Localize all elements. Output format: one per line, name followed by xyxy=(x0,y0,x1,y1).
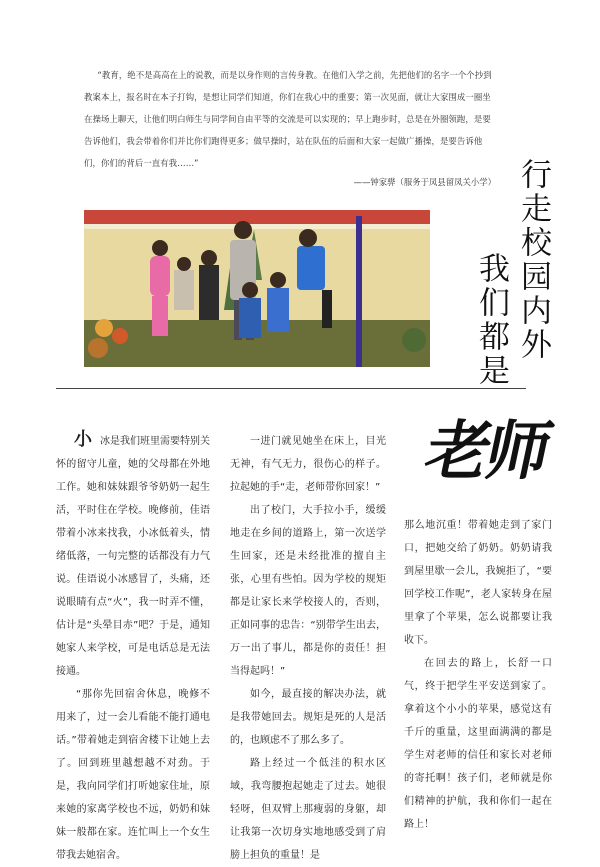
dropcap: 小 xyxy=(74,429,92,450)
paragraph xyxy=(56,430,210,683)
section-divider xyxy=(56,388,526,389)
paragraph: 在回去的路上，长舒一口气，终于把学生平安送到家了。拿着这个小小的苹果，感觉这有千斤的重量，这里面满满的都是学生对老师的信任和家长对老师的寄托啊！孩子们，老师就是你们精神的护航，我和你们一起在路上！ xyxy=(404,658,552,830)
paragraph: 出了校门，大手拉小手，缓缓地走在乡间的道路上，第一次送学生回家，还是未经批准的擅自主张，心里有些怕。因为学校的规矩都是让家长来学校接人的，否则，正如同事的忠告：“别带学生出去，万一出了事儿，都是你的责任！担当得起吗！” xyxy=(230,505,386,677)
paragraph: 一进门就见她坐在床上，目光无神，有气无力，很伤心的样子。拉起她的手“走，老师带你回家！” xyxy=(230,436,386,493)
quote-signature: ——钟家骅（服务于凤县留凤关小学） xyxy=(353,177,496,187)
quote-text: “教育，绝不是高高在上的说教，而是以身作则的言传身教。在他们入学之前，先把他们的名字一个个抄到教案本上，报名时在本子打钩，是想让同学们知道，你们在我心中的重要；第一次见面，就让大家围成一圈坐在操场上聊天，让他们明白师生与同学间自由平等的交流是可以实现的；早上跑步时，总是在外圈领跑，是要告诉他们，我会带着你们并比你们跑得更多；做早操时，站在队伍的后面和大家一起做广播操，是要告诉他们，你们的背后一直有我……” xyxy=(84,70,492,168)
article-column-2 xyxy=(230,430,386,867)
article-column-3 xyxy=(404,514,552,836)
title-line-1: 行走校园内外 xyxy=(515,158,551,362)
paragraph: 路上经过一个低洼的积水区域，我弯腰抱起她走了过去。她很轻呀，但双臂上那瘦弱的身躯，却让我第一次切身实地地感受到了肩膀上担负的重量！是 xyxy=(230,758,386,861)
article-column-1 xyxy=(56,430,210,867)
title-line-2: 我们都是 xyxy=(473,252,509,388)
group-photo xyxy=(84,210,430,367)
paragraph: 如今，最直接的解决办法，就是我带她回去。规矩是死的人是活的，也顾虑不了那么多了。 xyxy=(230,689,386,746)
calligraphy-title: 老师 xyxy=(418,414,555,489)
group-photo-illustration xyxy=(84,210,430,367)
paragraph: 那么地沉重！带着她走到了家门口，把她交给了奶奶。奶奶请我到屋里歇一会儿，我婉拒了，“要回学校工作呢”，老人家转身在屋里拿了个苹果，怎么说都要让我收下。 xyxy=(404,520,552,646)
paragraph: “那你先回宿舍休息，晚修不用来了，过一会儿看能不能打通电话。”带着她走到宿舍楼下让她上去了。回到班里越想越不对劲。于是，我向同学们打听她家住址，原来她的家离学校也不远，奶奶和妹妹一般都在家。连忙叫上一个女生带我去她宿舍。 xyxy=(56,689,210,861)
paragraph-text: 冰是我们班里需要特别关怀的留守儿童，她的父母都在外地工作。她和妹妹跟爷爷奶奶一起生活，平时住在学校。晚修前，佳语带着小冰来找我，小冰低着头，情绪低落，一句完整的话都没有力气说。佳语说小冰感冒了，头痛，还说眼睛有点“火”，我一时弄不懂，估计是“头晕目赤”吧？于是，通知她家人来学校，可是电话总是无法接通。 xyxy=(56,436,210,677)
